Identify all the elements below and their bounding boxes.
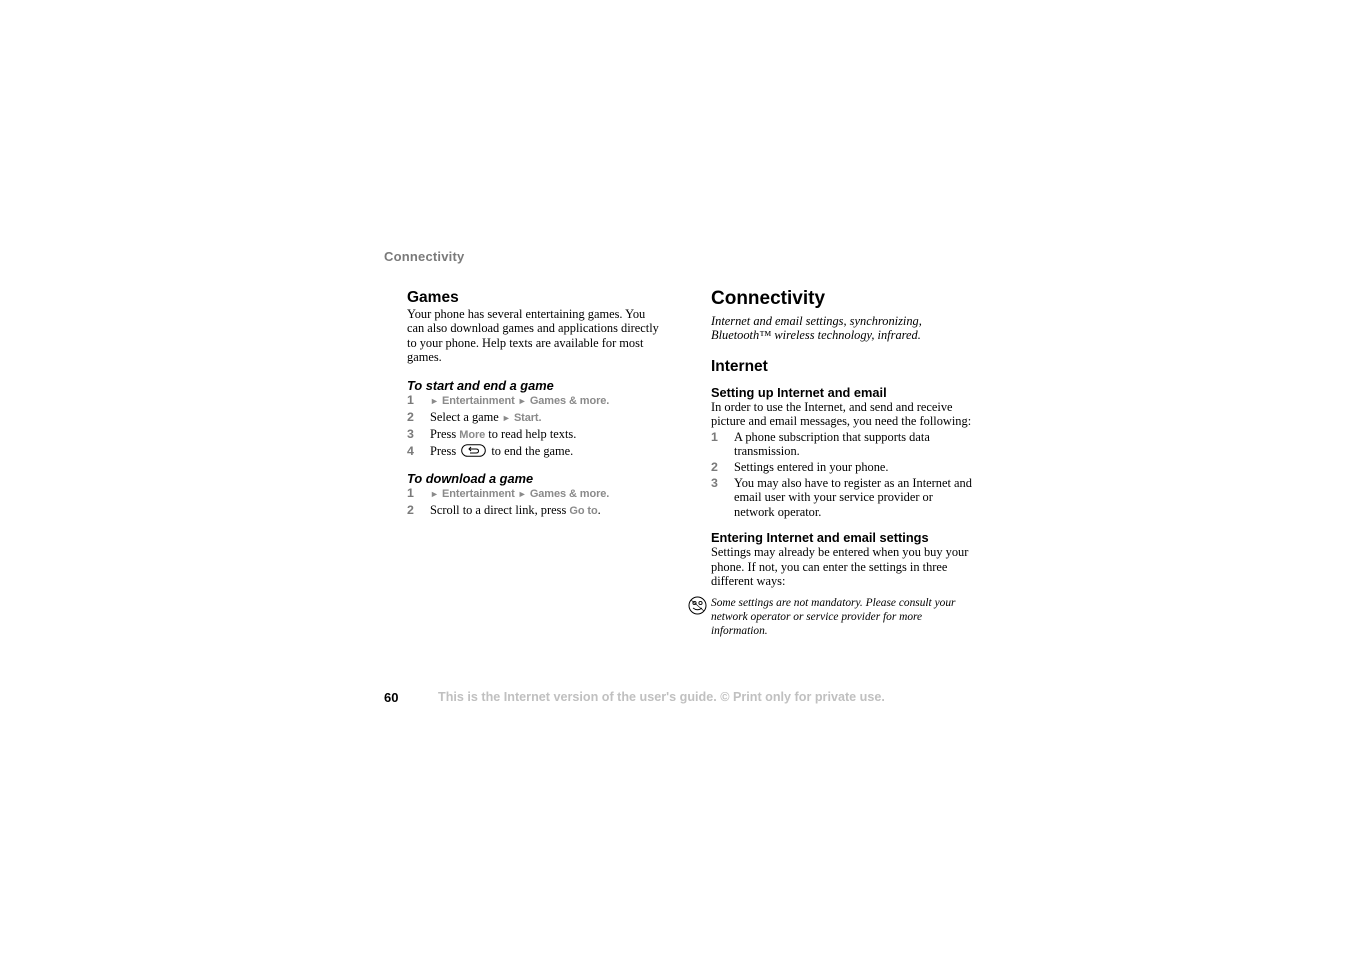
step: 3 Press More to read help texts. bbox=[407, 426, 577, 441]
setup-heading: Setting up Internet and email bbox=[711, 384, 887, 400]
setup-steps bbox=[711, 430, 973, 520]
step: 2 Settings entered in your phone. bbox=[711, 460, 889, 475]
entering-heading: Entering Internet and email settings bbox=[711, 530, 929, 546]
menu-arrow-icon: ► bbox=[501, 412, 511, 423]
step: 4 Press to end the game. bbox=[407, 444, 663, 460]
right-column bbox=[711, 287, 973, 638]
menu-item: Entertainment bbox=[442, 394, 515, 407]
step: 1 ► Entertainment ► Games & more. bbox=[407, 392, 610, 407]
page-number: 60 bbox=[384, 690, 399, 705]
menu-item: Go to bbox=[569, 505, 598, 518]
start-end-steps bbox=[407, 393, 663, 460]
menu-item: More bbox=[459, 428, 486, 441]
step: 2 Scroll to a direct link, press Go to. bbox=[407, 503, 601, 518]
menu-item: Start bbox=[513, 411, 539, 424]
menu-arrow-icon: ► bbox=[430, 395, 439, 406]
menu-arrow-icon: ► bbox=[517, 395, 527, 406]
download-heading: To download a game bbox=[407, 471, 534, 487]
download-steps bbox=[407, 486, 663, 518]
setup-body: In order to use the Internet, and send and receive picture and email messages, you need the following: bbox=[711, 399, 972, 429]
step: 1 A phone subscription that supports data transmission. bbox=[711, 429, 930, 459]
menu-item: Entertainment bbox=[442, 488, 515, 501]
games-heading: Games bbox=[407, 289, 459, 306]
chapter-intro: Internet and email settings, synchronizing, Bluetooth™ wireless technology, infrared. bbox=[711, 314, 922, 343]
back-key-icon bbox=[461, 444, 486, 460]
step: 2 Select a game ► Start. bbox=[407, 409, 542, 424]
step: 3 You may also have to register as an Internet and email user with your service provider or network operator. bbox=[711, 476, 972, 519]
running-head: Connectivity bbox=[384, 249, 465, 264]
step: 1 ► Entertainment ► Games & more. bbox=[407, 486, 610, 501]
footer-notice: This is the Internet version of the user's guide. © Print only for private use. bbox=[438, 690, 885, 704]
menu-arrow-icon: ► bbox=[430, 489, 439, 500]
menu-item: Games & more bbox=[529, 394, 607, 407]
chapter-title: Connectivity bbox=[711, 288, 826, 309]
entering-body: Settings may already be entered when you buy your phone. If not, you can enter the settings in three different ways: bbox=[711, 545, 969, 589]
note bbox=[711, 597, 973, 638]
menu-item: Games & more bbox=[529, 488, 607, 501]
note-text: Some settings are not mandatory. Please consult your network operator or service provider for more information. bbox=[711, 597, 956, 637]
left-column bbox=[407, 288, 663, 520]
menu-arrow-icon: ► bbox=[517, 489, 527, 500]
tip-icon bbox=[688, 596, 707, 620]
internet-heading: Internet bbox=[711, 357, 768, 375]
start-end-heading: To start and end a game bbox=[407, 377, 554, 393]
games-body: Your phone has several entertaining games. You can also download games and applications directly to your phone. Help texts are available for most games. bbox=[407, 307, 659, 365]
